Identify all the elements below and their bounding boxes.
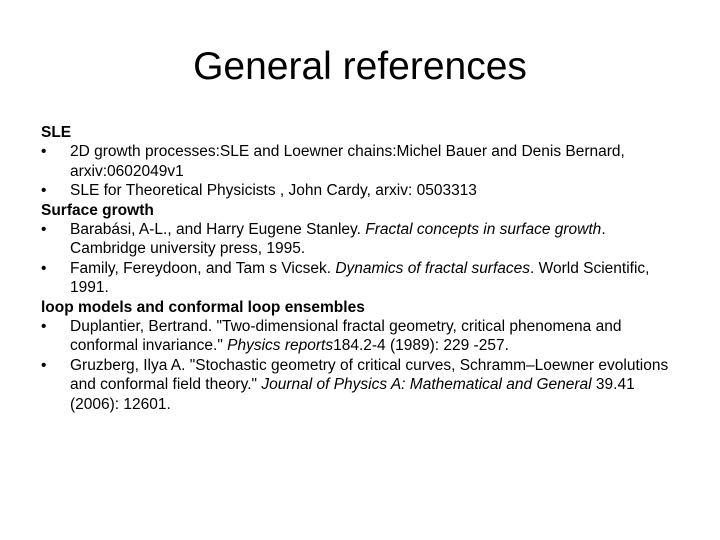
reference-item xyxy=(41,181,681,200)
reference-text: Duplantier, Bertrand. "Two-dimensional fractal geometry, critical phenomena and conformal invariance." xyxy=(70,318,622,355)
bullet-icon: • xyxy=(41,318,47,336)
bullet-icon: • xyxy=(41,259,47,277)
bullet-icon: • xyxy=(41,182,47,200)
reference-item xyxy=(41,317,681,356)
reference-item xyxy=(41,356,681,414)
slide-title: General references xyxy=(193,45,527,88)
reference-title-text: Journal of Physics A: Mathematical and General xyxy=(261,376,592,394)
reference-text: Family, Fereydoon, and Tam s Vicsek. xyxy=(70,259,336,277)
reference-text: Gruzberg, Ilya A. "Stochastic geometry of critical curves, Schramm–Loewner evolutions and conformal field theory." xyxy=(70,356,669,394)
reference-text: SLE for Theoretical Physicists , John Cardy, arxiv: 0503313 xyxy=(70,182,477,200)
reference-text: Barabási, A-L., and Harry Eugene Stanley. xyxy=(70,221,366,239)
reference-title-text: Physics reports xyxy=(227,337,334,355)
reference-text: 2D growth processes:SLE and Loewner chains:Michel Bauer and Denis Bernard, arxiv:0602049v1 xyxy=(70,143,625,180)
bullet-icon: • xyxy=(41,356,47,374)
bullet-icon: • xyxy=(41,143,47,161)
reference-title-text: Dynamics of fractal surfaces xyxy=(335,259,531,277)
reference-list xyxy=(41,317,681,414)
reference-text: 39.41 (2006): 12601. xyxy=(70,376,635,413)
reference-text: . Cambridge university press, 1995. xyxy=(70,221,606,258)
bullet-icon: • xyxy=(41,221,47,239)
reference-text: . World Scientific, 1991. xyxy=(70,259,650,297)
reference-item xyxy=(41,142,681,181)
section-heading: loop models and conformal loop ensembles xyxy=(41,298,365,316)
section-heading: SLE xyxy=(41,124,72,141)
reference-item xyxy=(41,220,681,259)
reference-item xyxy=(41,259,681,298)
reference-text: 184.2-4 (1989): 229 -257. xyxy=(333,337,509,355)
reference-list xyxy=(41,142,681,200)
reference-title-text: Fractal concepts in surface growth xyxy=(365,221,602,239)
references-body xyxy=(41,123,681,414)
section-heading: Surface growth xyxy=(41,201,154,219)
reference-list xyxy=(41,220,681,298)
